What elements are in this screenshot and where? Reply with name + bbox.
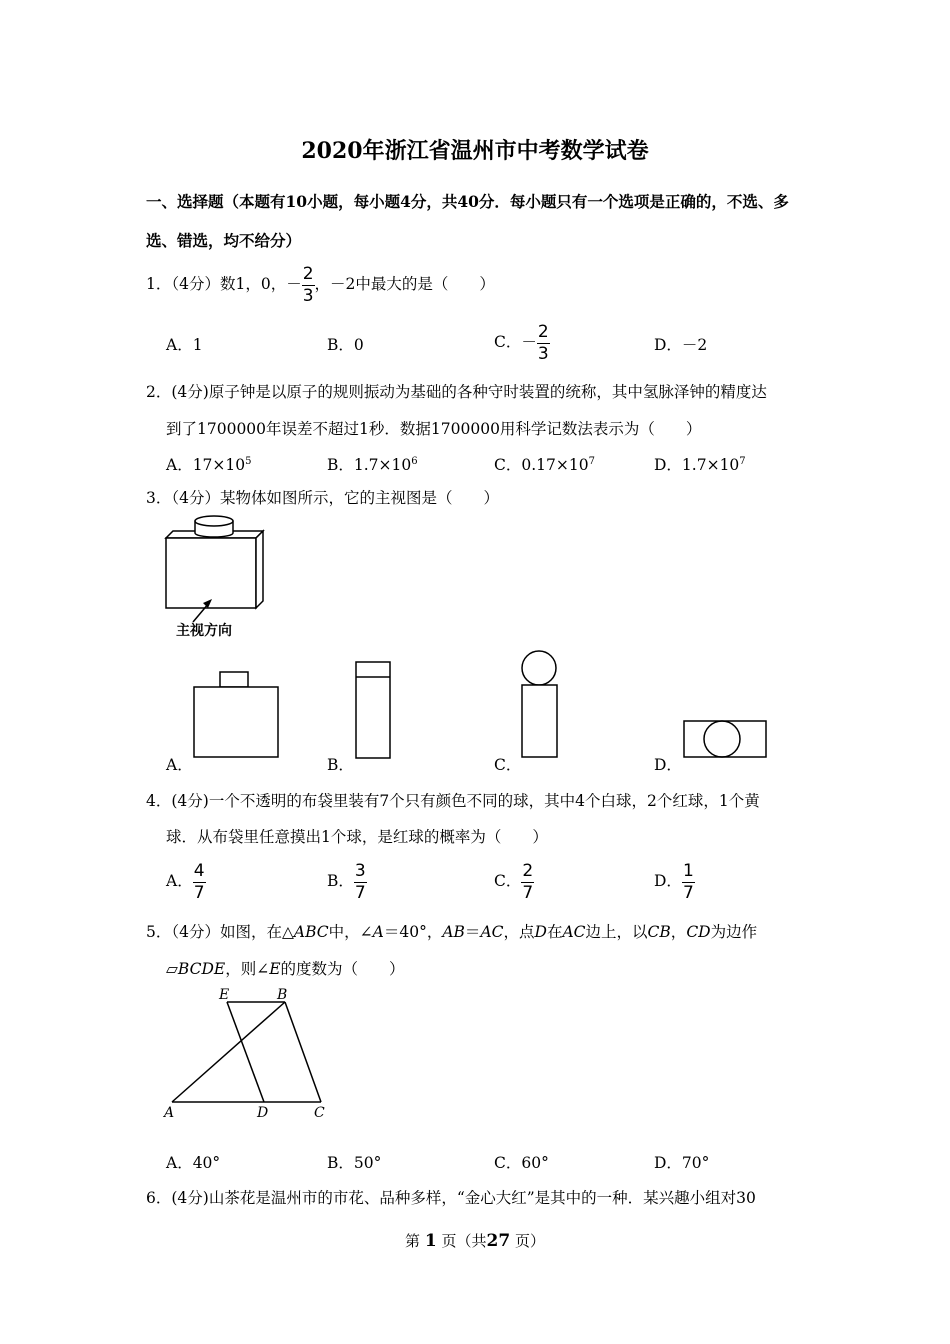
question-5-line2 [166,957,405,979]
fraction [302,263,315,306]
q2-option-d [654,453,746,475]
question-3-text: 3．（4分）某物体如图所示，它的主视图是（ ） [146,489,499,507]
question-6-line1: 6．(4分)山茶花是温州市的市花、品种多样，“金心大红”是其中的一种．某兴趣小组对30 [146,1189,756,1207]
fraction-numerator: 2 [537,321,549,342]
q5-var: CD [686,923,711,941]
q5-var: E [269,960,281,978]
q2-option-c [494,453,595,475]
fraction [537,321,550,364]
q5-option-a: A．40° [166,1154,221,1172]
q3-option-d-figure [680,718,770,760]
fraction-denominator: 7 [682,882,694,903]
q4-option-b [327,861,367,902]
q5-text: 在 [546,923,563,941]
fraction [682,860,695,903]
q2-option-a-base: A．17×10 [166,456,246,474]
label-b: B [277,987,288,1003]
q2-option-d-exp: 7 [739,456,746,467]
q5-text: 5．（4分）如图，在△ [146,923,294,941]
label-d: D [257,1105,269,1121]
label-e: E [219,987,230,1003]
fraction [193,860,206,903]
fraction-denominator: 7 [522,882,534,903]
q2-option-b [327,453,418,475]
footer-text: 页） [514,1232,545,1250]
q3-option-b: B． [327,756,354,774]
q4-option-c [494,861,534,902]
fraction-denominator: 7 [193,882,205,903]
question-4-line2: 球．从布袋里任意摸出1个球，是红球的概率为（ ） [166,828,548,846]
q5-text: ，则∠ [225,960,270,978]
fraction-denominator: 3 [302,285,314,306]
q4-option-d [654,861,695,902]
label-a: A [164,1105,175,1121]
fraction [521,860,534,903]
q1-option-c-label: C．－ [494,333,537,351]
q3-option-c-figure [518,648,562,760]
q5-var: D [534,923,547,941]
q5-text: 中，∠ [328,923,373,941]
page-title: 2020年浙江省温州市中考数学试卷 [301,138,649,164]
q2-option-d-base: D．1.7×10 [654,456,740,474]
q5-option-c: C．60° [494,1154,549,1172]
q4-option-d-label: D． [654,872,682,890]
q1-option-c [494,322,550,363]
q4-option-a [166,861,206,902]
footer-page-number: 1 [424,1231,437,1251]
q1-option-a: A．1 [166,336,203,354]
q4-option-c-label: C． [494,872,522,890]
q4-option-a-label: A． [166,872,193,890]
q5-option-d: D．70° [654,1154,710,1172]
q5-option-b: B．50° [327,1154,382,1172]
q5-var: AC [562,923,586,941]
question-5-line1 [146,920,757,942]
q5-var: BCDE [177,960,226,978]
question-4-line1: 4．(4分)一个不透明的布袋里装有7个只有颜色不同的球，其中4个白球，2个红球，1个黄 [146,792,760,810]
footer-text: 第 [405,1232,421,1250]
question-2-line2: 到了1700000年误差不超过1秒．数据1700000用科学记数法表示为（ ） [166,420,702,438]
page-footer [0,1230,950,1251]
q5-var: A [372,923,384,941]
q3-option-d: D． [654,756,682,774]
fraction-numerator: 2 [522,860,534,881]
fraction-numerator: 4 [193,860,205,881]
q4-option-b-label: B． [327,872,354,890]
q5-text: ， [670,923,687,941]
fraction-denominator: 7 [354,882,366,903]
q5-text: 为边作 [710,923,758,941]
fraction-denominator: 3 [537,343,549,364]
q1-option-d: D．－2 [654,336,708,354]
q5-parallelogram-figure [160,982,340,1122]
q5-var: AC [480,923,504,941]
q5-text: ，点 [503,923,535,941]
footer-text: 页（共 [441,1232,487,1250]
q2-option-a [166,453,252,475]
footer-total-pages: 27 [486,1231,511,1251]
q2-option-b-base: B．1.7×10 [327,456,412,474]
question-2-line1: 2．(4分)原子钟是以原子的规则振动为基础的各种守时装置的统称，其中氢脉泽钟的精度达 [146,383,767,401]
q2-option-c-base: C．0.17×10 [494,456,589,474]
q5-var: CB [647,923,671,941]
fraction-numerator: 3 [354,860,366,881]
q5-var: ABC [293,923,329,941]
q2-option-c-exp: 7 [588,456,595,467]
q2-option-b-exp: 6 [411,456,418,467]
q3-option-c: C． [494,756,522,774]
q5-text: 边上，以 [585,923,648,941]
q5-var: AB [442,923,465,941]
q3-option-a: A． [166,756,193,774]
q5-text: ＝ [464,923,481,941]
fraction-numerator: 2 [302,263,314,284]
q3-option-a-figure [190,669,282,761]
section-heading-line1: 一、选择题（本题有10小题，每小题4分，共40分．每小题只有一个选项是正确的，不选、多 [146,192,789,211]
q5-text: 的度数为（ ） [280,960,405,978]
label-c: C [314,1105,325,1121]
question-1-text-post: ，－2中最大的是（ ） [314,275,495,293]
question-1-text-pre: 1．（4分）数1，0，－ [146,275,302,293]
q1-option-b: B．0 [327,336,364,354]
q5-text: ▱ [166,960,178,978]
q2-option-a-exp: 5 [245,456,252,467]
q3-option-b-figure [352,659,394,761]
fraction-numerator: 1 [682,860,694,881]
q3-view-direction-label: 主视方向 [176,623,232,639]
question-1 [146,264,495,305]
fraction [354,860,367,903]
q5-text: ＝40°， [383,923,443,941]
section-heading-line2: 选、错选，均不给分） [146,231,302,250]
